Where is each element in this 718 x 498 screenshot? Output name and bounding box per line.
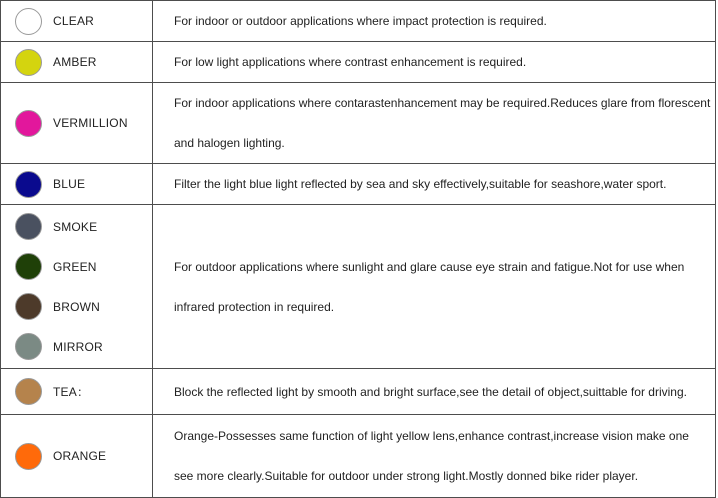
- lens-item-tea: [1, 372, 152, 412]
- table-row: [1, 83, 716, 164]
- table-row: [1, 164, 716, 205]
- lens-item-green: [1, 247, 152, 287]
- lens-name: AMBER: [53, 55, 97, 69]
- lens-item-brown: [1, 287, 152, 327]
- lens-name: VERMILLION: [53, 116, 128, 130]
- lens-swatch-cell: [1, 83, 153, 164]
- lens-item-smoke: [1, 207, 152, 247]
- lens-name: BROWN: [53, 299, 100, 314]
- color-swatch-smoke: [15, 213, 42, 240]
- color-swatch-orange: [15, 443, 42, 470]
- description-text: For outdoor applications where sunlight and glare cause eye strain and fatigue.Not for use when infrared protection in required.: [174, 259, 685, 314]
- lens-swatch-cell: [1, 415, 153, 498]
- color-swatch-tea: [15, 378, 42, 405]
- lens-name: ORANGE: [53, 449, 107, 463]
- lens-description: [153, 164, 716, 205]
- description-text: For indoor or outdoor applications where impact protection is required.: [174, 14, 547, 28]
- color-swatch-mirror: [15, 333, 42, 360]
- lens-item-amber: [1, 42, 152, 82]
- color-swatch-brown: [15, 293, 42, 320]
- color-swatch-vermillion: [15, 110, 42, 137]
- color-swatch-green: [15, 253, 42, 280]
- color-swatch-blue: [15, 171, 42, 198]
- lens-description: [153, 83, 716, 164]
- color-swatch-amber: [15, 49, 42, 76]
- lens-swatch-cell: [1, 205, 153, 369]
- lens-name: GREEN: [53, 259, 97, 274]
- lens-item-vermillion: [1, 103, 152, 143]
- lens-description: [153, 42, 716, 83]
- lens-swatch-cell: [1, 1, 153, 42]
- lens-description: [153, 415, 716, 498]
- lens-name: BLUE: [53, 177, 86, 191]
- color-swatch-clear: [15, 8, 42, 35]
- lens-name: SMOKE: [53, 219, 98, 234]
- lens-item-clear: [1, 1, 152, 41]
- table-row: [1, 415, 716, 498]
- lens-item-blue: [1, 164, 152, 204]
- table-row: [1, 369, 716, 415]
- lens-swatch-cell: [1, 164, 153, 205]
- description-text: Block the reflected light by smooth and bright surface,see the detail of object,suittable for driving.: [174, 384, 687, 399]
- lens-description: [153, 1, 716, 42]
- lens-name: CLEAR: [53, 14, 95, 28]
- lens-swatch-cell: [1, 369, 153, 415]
- lens-name: MIRROR: [53, 339, 103, 354]
- lens-description: [153, 205, 716, 369]
- table-row: [1, 1, 716, 42]
- description-text: Filter the light blue light reflected by sea and sky effectively,suitable for seashore,water sport.: [174, 177, 667, 191]
- description-text: For low light applications where contrast enhancement is required.: [174, 55, 527, 69]
- table-row: [1, 205, 716, 369]
- lens-swatch-cell: [1, 42, 153, 83]
- lens-item-orange: [1, 436, 152, 476]
- table-row: [1, 42, 716, 83]
- description-text: Orange-Possesses same function of light yellow lens,enhance contrast,increase vision make one see more clearly.Suitable for outdoor under strong light.Mostly donned bike rider player.: [174, 429, 689, 483]
- lens-description: [153, 369, 716, 415]
- description-text: For indoor applications where contarastenhancement may be required.Reduces glare from florescent and halogen lighting.: [174, 96, 711, 150]
- lens-name: TEA：: [53, 385, 90, 399]
- lens-item-mirror: [1, 327, 152, 367]
